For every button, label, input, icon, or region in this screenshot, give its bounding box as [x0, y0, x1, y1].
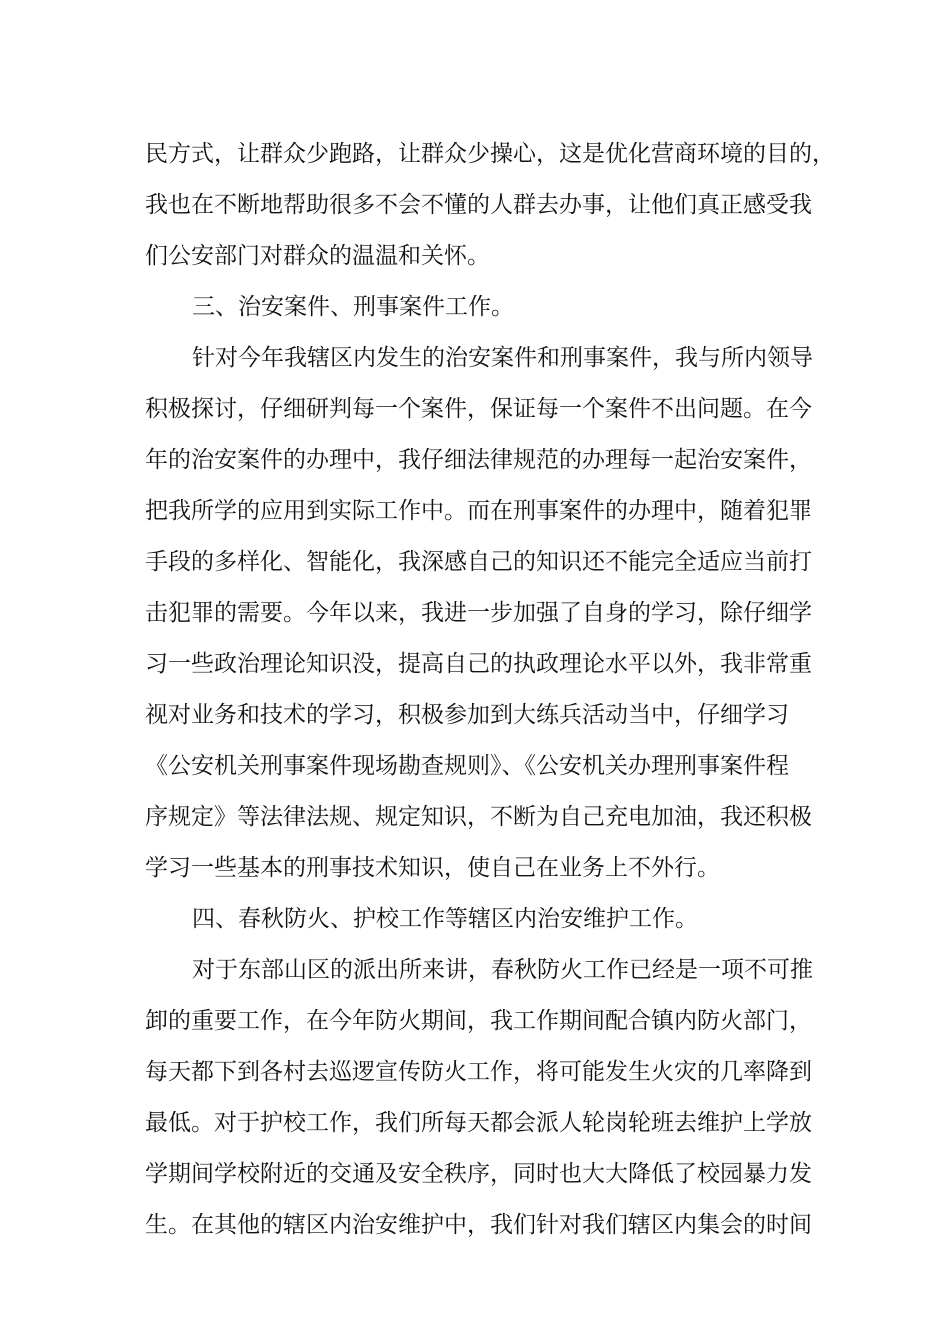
text-line: 习一些政治理论知识没，提高自己的执政理论水平以外，我非常重 — [145, 651, 812, 677]
text-line: 击犯罪的需要。今年以来，我进一步加强了自身的学习，除仔细学 — [145, 600, 812, 626]
text-line: 最低。对于护校工作，我们所每天都会派人轮岗轮班去维护上学放 — [145, 1110, 812, 1136]
text-line: 每天都下到各村去巡逻宣传防火工作，将可能发生火灾的几率降到 — [145, 1059, 812, 1085]
text-line: 学习一些基本的刑事技术知识，使自己在业务上不外行。 — [145, 855, 720, 881]
text-line: 我也在不断地帮助很多不会不懂的人群去办事，让他们真正感受我 — [145, 192, 812, 218]
text-line: 《公安机关刑事案件现场勘查规则》、《公安机关办理刑事案件程 — [145, 753, 789, 779]
section-heading: 三、治安案件、刑事案件工作。 — [192, 294, 514, 320]
text-line: 生。在其他的辖区内治安维护中，我们针对我们辖区内集会的时间 — [145, 1212, 812, 1238]
document-body — [145, 129, 835, 1251]
text-line: 们公安部门对群众的温温和关怀。 — [145, 243, 490, 269]
text-line: 针对今年我辖区内发生的治安案件和刑事案件，我与所内领导 — [192, 345, 813, 371]
section-heading: 四、春秋防火、护校工作等辖区内治安维护工作。 — [192, 906, 698, 932]
text-line: 对于东部山区的派出所来讲，春秋防火工作已经是一项不可推 — [192, 957, 813, 983]
text-line: 手段的多样化、智能化，我深感自己的知识还不能完全适应当前打 — [145, 549, 812, 575]
text-line: 把我所学的应用到实际工作中。而在刑事案件的办理中，随着犯罪 — [145, 498, 812, 524]
text-line: 视对业务和技术的学习，积极参加到大练兵活动当中，仔细学习 — [145, 702, 789, 728]
text-line: 积极探讨，仔细研判每一个案件，保证每一个案件不出问题。在今 — [145, 396, 812, 422]
text-line: 序规定》等法律法规、规定知识，不断为自己充电加油，我还积极 — [145, 804, 812, 830]
text-line: 年的治安案件的办理中，我仔细法律规范的办理每一起治安案件， — [145, 447, 812, 473]
text-line: 民方式，让群众少跑路，让群众少操心，这是优化营商环境的目的， — [145, 141, 835, 167]
text-line: 学期间学校附近的交通及安全秩序，同时也大大降低了校园暴力发 — [145, 1161, 812, 1187]
text-line: 卸的重要工作，在今年防火期间，我工作期间配合镇内防火部门， — [145, 1008, 812, 1034]
